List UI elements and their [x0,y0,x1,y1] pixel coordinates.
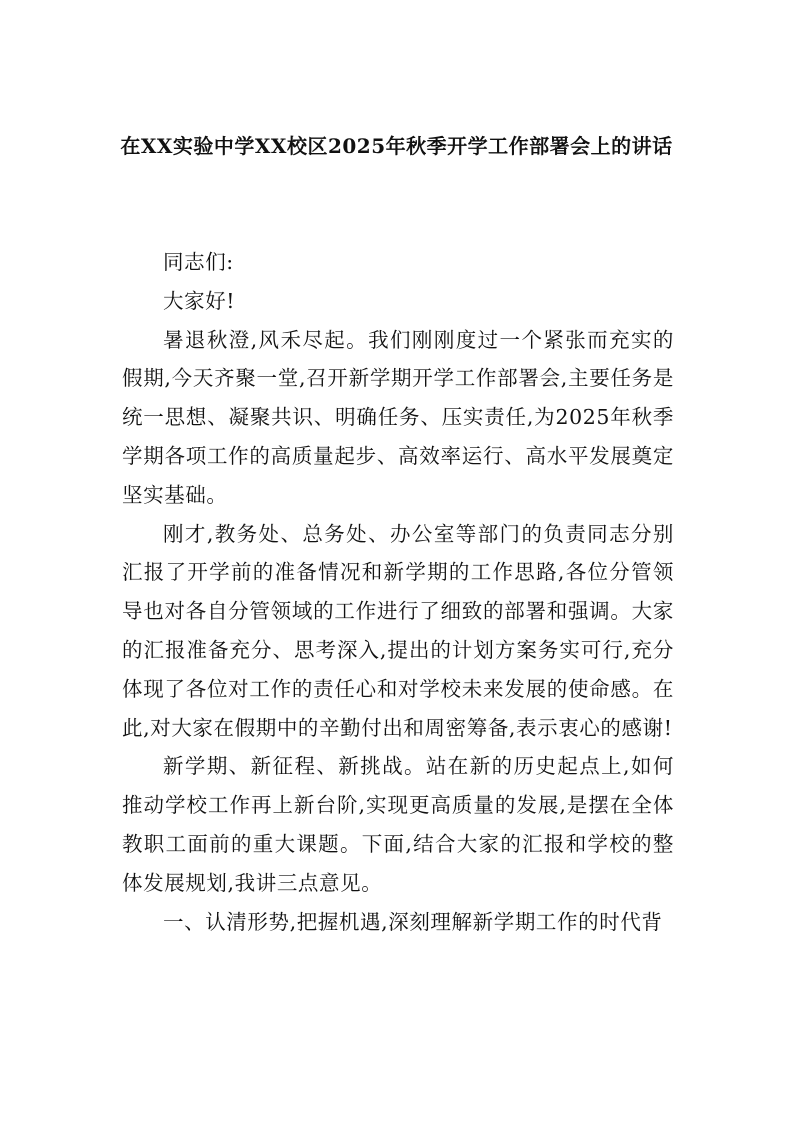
section-heading-one: 一、认清形势,把握机遇,深刻理解新学期工作的时代背 [163,909,663,934]
paragraph-opening: 暑退秋澄,风禾尽起。我们刚刚度过一个紧张而充实的假期,今天齐聚一堂,召开新学期开学工作部署会,主要任务是统一思想、凝聚共识、明确任务、压实责任,为2025年秋季学期各项工作的高质量起步、高效率运行、高水平发展奠定坚实基础。 [122,327,674,507]
document-body [122,243,674,941]
salutation: 同志们: [163,250,234,274]
greeting: 大家好! [163,288,236,313]
paragraph-transition: 新学期、新征程、新挑战。站在新的历史起点上,如何推动学校工作再上新台阶,实现更高质量的发展,是摆在全体教职工面前的重大课题。下面,结合大家的汇报和学校的整体发展规划,我讲三点意见。 [122,754,674,895]
document-title: 在XX实验中学XX校区2025年秋季开学工作部署会上的讲话 [120,134,673,158]
paragraph-acknowledgement: 刚才,教务处、总务处、办公室等部门的负责同志分别汇报了开学前的准备情况和新学期的工作思路,各位分管领导也对各自分管领域的工作进行了细致的部署和强调。大家的汇报准备充分、思考深入,提出的计划方案务实可行,充分体现了各位对工作的责任心和对学校未来发展的使命感。在此,对大家在假期中的辛勤付出和周密筹备,表示衷心的感谢! [122,521,674,740]
